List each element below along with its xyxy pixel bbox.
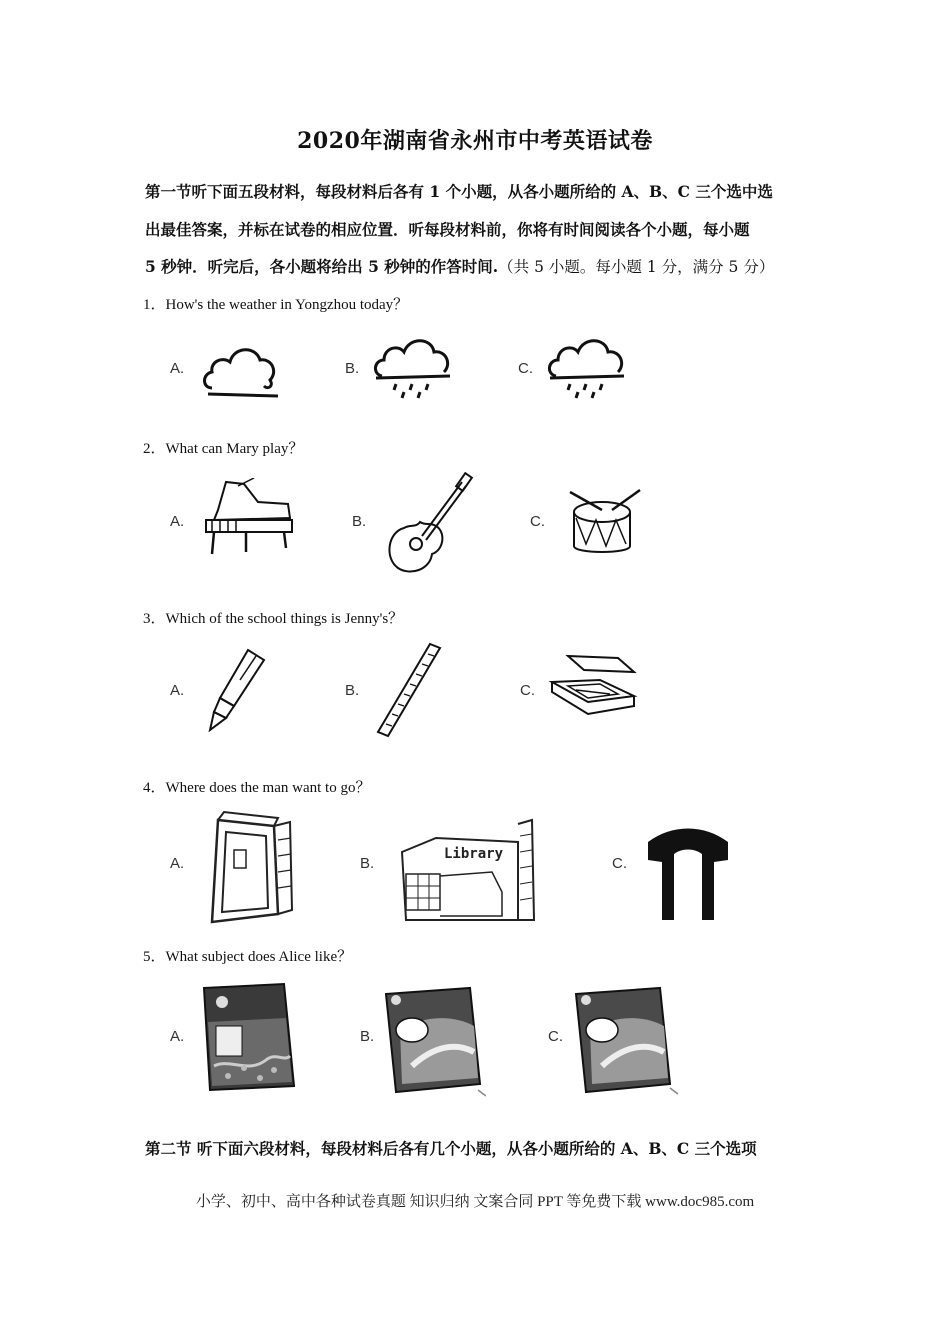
option-5c-label: C. — [548, 1028, 563, 1045]
option-4a-label: A. — [170, 855, 185, 872]
library-sign: Library — [444, 846, 504, 862]
rain-cloud-icon — [546, 334, 628, 404]
cloud-icon — [200, 338, 282, 402]
option-3b-label: B. — [345, 682, 360, 699]
section1-line2: 出最佳答案，并标在试卷的相应位置．听每段材料前，你将有时间阅读各个小题，每小题 — [145, 220, 750, 239]
question-1: 1．How's the weather in Yongzhou today？ — [143, 297, 409, 313]
option-3a-label: A. — [170, 682, 185, 699]
pencil-box-icon — [548, 652, 640, 724]
option-1b-label: B. — [345, 360, 360, 377]
drum-icon — [566, 484, 646, 562]
pen-icon — [200, 646, 272, 732]
page-title: 2020年湖南省永州市中考英语试卷 — [297, 128, 653, 154]
option-2b-label: B. — [352, 513, 367, 530]
arch-icon — [642, 820, 734, 924]
option-1a-label: A. — [170, 360, 185, 377]
option-3c-label: C. — [520, 682, 535, 699]
section2-line1: 第二节 听下面六段材料，每段材料后各有几个小题，从各小题所给的 A、B、C 三个选项 — [145, 1139, 757, 1158]
option-4c-label: C. — [612, 855, 627, 872]
section1-line3: 5 秒钟．听完后，各小题将给出 5 秒钟的作答时间.（共 5 小题。每小题 1 分，满分 5 分） — [145, 257, 775, 276]
option-1c-label: C. — [518, 360, 533, 377]
option-2c-label: C. — [530, 513, 545, 530]
piano-icon — [198, 478, 296, 560]
door-building-icon — [198, 810, 296, 928]
library-icon — [396, 816, 540, 924]
option-2a-label: A. — [170, 513, 185, 530]
question-5: 5．What subject does Alice like？ — [143, 949, 353, 965]
math-book-icon — [382, 986, 486, 1098]
ruler-icon — [372, 640, 444, 740]
option-5b-label: B. — [360, 1028, 375, 1045]
question-4: 4．Where does the man want to go？ — [143, 780, 371, 796]
page-footer: 小学、初中、高中各种试卷真题 知识归纳 文案合同 PPT 等免费下载 www.doc985.com — [195, 1194, 755, 1210]
option-5a-label: A. — [170, 1028, 185, 1045]
math-book-icon — [572, 986, 680, 1098]
guitar-icon — [380, 472, 474, 576]
question-2: 2．What can Mary play？ — [143, 441, 304, 457]
question-3: 3．Which of the school things is Jenny's？ — [143, 611, 404, 627]
section1-line1: 第一节听下面五段材料，每段材料后各有 1 个小题，从各小题所给的 A、B、C 三个选中选 — [145, 182, 773, 201]
rain-cloud-icon — [372, 334, 454, 404]
option-4b-label: B. — [360, 855, 375, 872]
book-cover-icon — [200, 982, 298, 1092]
